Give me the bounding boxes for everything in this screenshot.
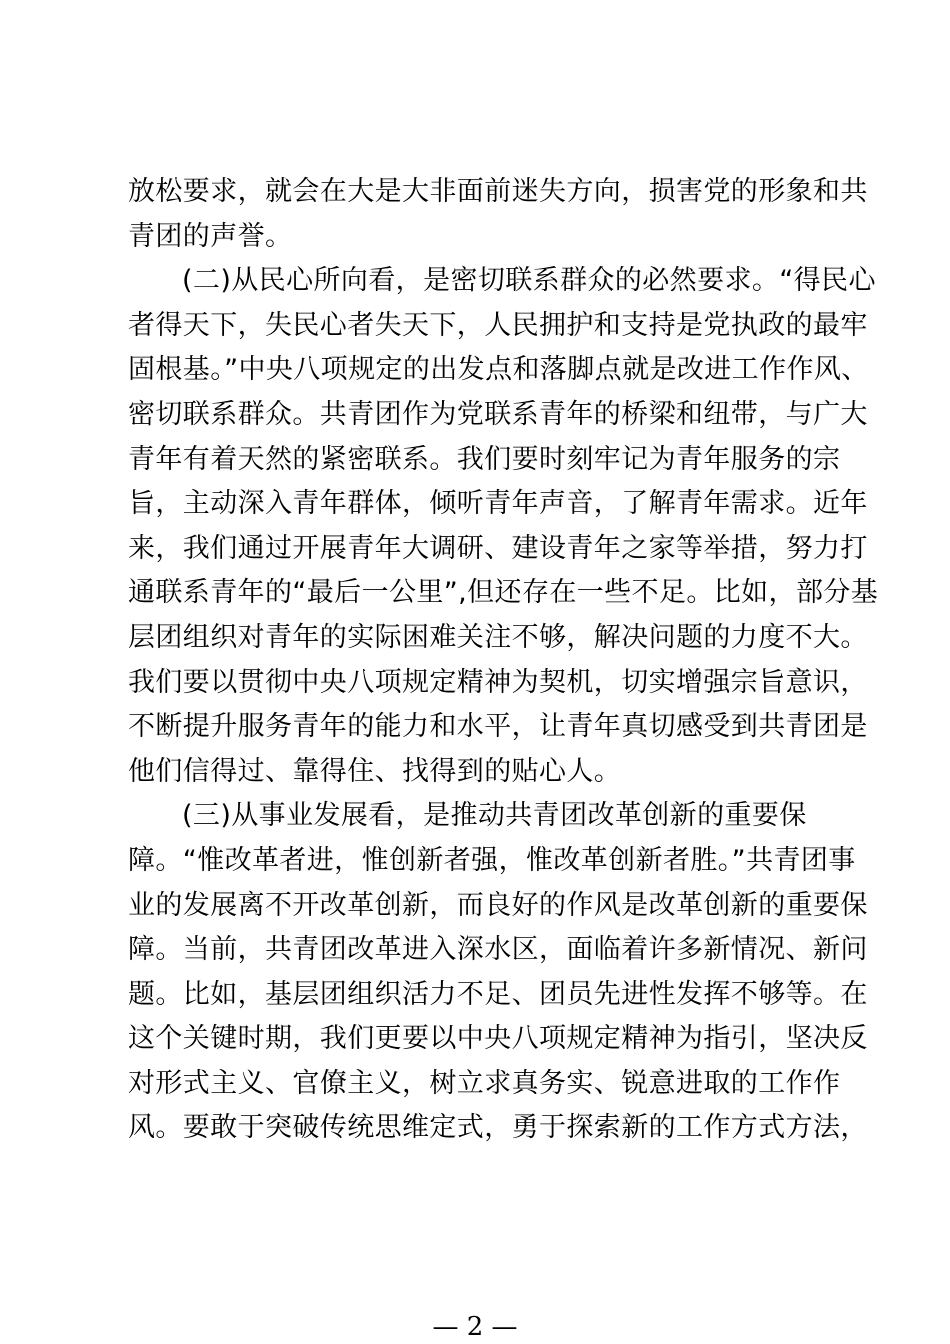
text-line: 青团的声誉。	[128, 220, 293, 252]
text-line: 来，我们通过开展青年大调研、建设青年之家等举措，努力打	[128, 532, 868, 564]
text-line: 我们要以贯彻中央八项规定精神为契机，切实增强宗旨意识，	[128, 666, 868, 698]
text-line: 青年有着天然的紧密联系。我们要时刻牢记为青年服务的宗	[128, 443, 841, 475]
page-number: — 2 —	[432, 1312, 518, 1342]
text-line: 通联系青年的“最后一公里”,但还存在一些不足。比如，部分基	[128, 577, 879, 609]
text-line: 业的发展离不开改革创新，而良好的作风是改革创新的重要保	[128, 889, 868, 921]
text-line: 障。当前，共青团改革进入深水区，面临着许多新情况、新问	[128, 934, 868, 966]
paragraph-first-line: (三)从事业发展看，是推动共青团改革创新的重要保	[182, 800, 807, 832]
text-line: 密切联系群众。共青团作为党联系青年的桥梁和纽带，与广大	[128, 398, 868, 430]
text-line: 放松要求，就会在大是大非面前迷失方向，损害党的形象和共	[128, 176, 868, 207]
text-line: 不断提升服务青年的能力和水平，让青年真切感受到共青团是	[128, 711, 868, 743]
text-line: 对形式主义、官僚主义，树立求真务实、锐意进取的工作作	[128, 1067, 841, 1099]
text-line: 题。比如，基层团组织活力不足、团员先进性发挥不够等。在	[128, 978, 868, 1010]
text-line: 这个关键时期，我们更要以中央八项规定精神为指引，坚决反	[128, 1023, 868, 1055]
text-line: 旨，主动深入青年群体，倾听青年声音，了解青年需求。近年	[128, 488, 868, 520]
paragraph-first-line: (二)从民心所向看，是密切联系群众的必然要求。“得民心	[182, 265, 876, 297]
text-line: 障。“惟改革者进，惟创新者强，惟改革创新者胜。”共青团事	[128, 844, 856, 876]
text-line: 风。要敢于突破传统思维定式，勇于探索新的工作方式方法，	[128, 1112, 868, 1144]
text-line: 他们信得过、靠得住、找得到的贴心人。	[128, 755, 622, 787]
text-line: 固根基。”中央八项规定的出发点和落脚点就是改进工作作风、	[128, 354, 869, 386]
text-line: 层团组织对青年的实际困难关注不够，解决问题的力度不大。	[128, 621, 868, 653]
text-line: 者得天下，失民心者失天下，人民拥护和支持是党执政的最牢	[128, 309, 868, 341]
body-text	[128, 170, 879, 1151]
